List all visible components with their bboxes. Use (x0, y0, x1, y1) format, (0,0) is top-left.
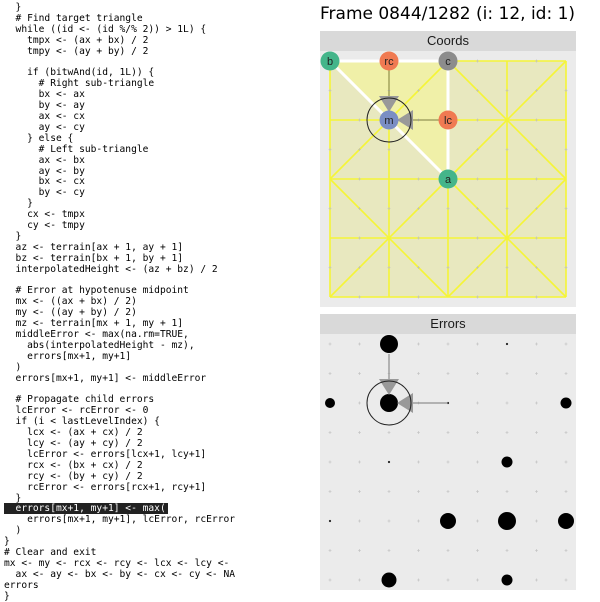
code-line: rcy <- (by + cy) / 2 (4, 470, 143, 482)
code-line: } (4, 230, 22, 242)
code-line: tmpx <- (ax + bx) / 2 (4, 34, 149, 46)
code-line: ax <- cx (4, 111, 85, 122)
error-point (502, 457, 513, 468)
code-line: # Propagate child errors (4, 394, 155, 406)
code-line: az <- terrain[ax + 1, ay + 1] (4, 241, 184, 253)
coords-panel-title: Coords (320, 31, 576, 51)
error-point (440, 513, 456, 529)
code-line: ax <- ay <- bx <- by <- cx <- cy <- NA (4, 568, 236, 580)
frame-label: Frame 0844/1282 (i: 12, id: 1) (320, 4, 576, 24)
error-point (382, 573, 397, 588)
code-line: ax <- bx (4, 154, 85, 166)
error-point (561, 398, 572, 409)
code-line-current: errors[mx+1, my+1] <- max( (4, 503, 166, 515)
code-line: lcError <- rcError <- 0 (4, 405, 149, 417)
code-line: ay <- by (4, 165, 85, 177)
coords-panel (320, 31, 576, 307)
code-line: cy <- tmpy (4, 220, 85, 231)
error-point (380, 335, 398, 353)
code-line: bx <- cx (4, 176, 85, 188)
error-point (388, 461, 390, 463)
code-line: rcx <- (bx + cx) / 2 (4, 459, 143, 471)
code-line: lcError <- errors[lcx+1, lcy+1] (4, 448, 207, 460)
code-line: if (i < lastLevelIndex) { (4, 416, 160, 428)
code-line: # Right sub-triangle (4, 78, 155, 90)
code-line: mx <- my <- rcx <- rcy <- lcx <- lcy <- (4, 557, 230, 569)
code-line: my <- ((ay + by) / 2) (4, 307, 137, 319)
code-line: rcError <- errors[rcx+1, rcy+1] (4, 481, 207, 493)
code-line: # Left sub-triangle (4, 143, 149, 155)
code-line: lcy <- (ay + cy) / 2 (4, 438, 143, 449)
errors-plot (320, 334, 576, 590)
code-line: tmpy <- (ay + by) / 2 (4, 45, 149, 57)
code-line: errors[mx+1, my+1] <- middleError (4, 372, 207, 384)
code-line: # Find target triangle (4, 12, 143, 24)
code-line: # Error at hypotenuse midpoint (4, 285, 189, 297)
error-point (502, 575, 513, 586)
code-line: by <- cy (4, 187, 85, 199)
node-label-c: c (445, 56, 451, 68)
code-line: errors[mx+1, my+1] (4, 350, 132, 362)
coords-plot (320, 51, 576, 307)
errors-panel-title: Errors (320, 314, 576, 334)
code-line: } else { (4, 132, 74, 144)
error-point (498, 512, 516, 530)
code-line: bx <- ax (4, 89, 85, 101)
code-line: } (4, 2, 22, 13)
code-line: ) (4, 361, 22, 373)
node-label-b: b (326, 56, 334, 68)
error-point (380, 394, 398, 412)
code-line: lcx <- (ax + cx) / 2 (4, 427, 143, 439)
code-line: bz <- terrain[bx + 1, by + 1] (4, 252, 184, 264)
node-label-lc: lc (444, 115, 452, 127)
errors-panel (320, 314, 576, 590)
code-line: abs(interpolatedHeight - mz), (4, 339, 195, 351)
error-point (329, 520, 331, 522)
code-line: interpolatedHeight <- (az + bz) / 2 (4, 263, 218, 275)
code-line: } (4, 536, 10, 548)
node-label-m: m (384, 115, 394, 127)
code-line: } (4, 198, 33, 210)
code-line: } (4, 492, 22, 504)
code-line: while ((id <- (id %/% 2)) > 1L) { (4, 23, 207, 35)
code-line: errors (4, 579, 39, 591)
code-line: by <- ay (4, 100, 85, 112)
code-line: cx <- tmpx (4, 209, 85, 221)
error-point (325, 398, 335, 408)
code-line: # Clear and exit (4, 547, 97, 558)
code-line: } (4, 590, 10, 602)
code-line: middleError <- max(na.rm=TRUE, (4, 329, 189, 340)
code-line: ay <- cy (4, 121, 85, 133)
code-line: ) (4, 525, 22, 537)
error-point (506, 343, 508, 345)
code-line: mx <- ((ax + bx) / 2) (4, 296, 137, 308)
code-line: mz <- terrain[mx + 1, my + 1] (4, 318, 184, 330)
error-point (558, 513, 574, 529)
code-line: errors[mx+1, my+1], lcError, rcError (4, 514, 236, 526)
code-line: if (bitwAnd(id, 1L)) { (4, 67, 155, 79)
node-label-rc: rc (384, 56, 394, 68)
node-label-a: a (444, 174, 452, 186)
